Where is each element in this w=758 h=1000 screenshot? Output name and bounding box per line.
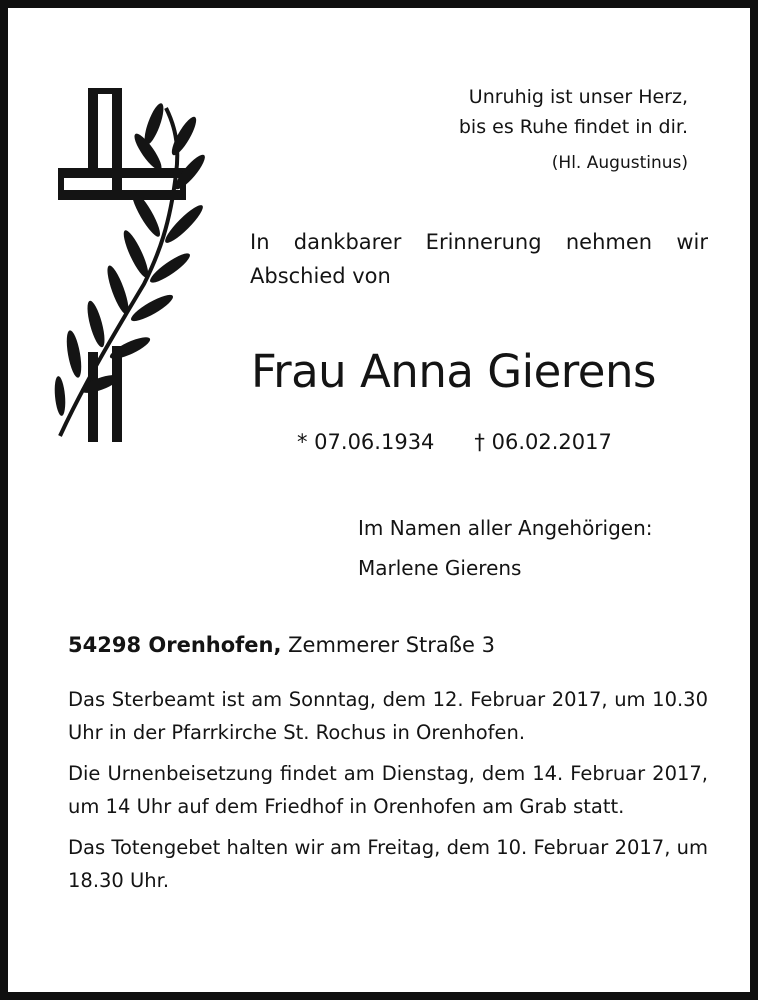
requiem-paragraph: Das Sterbeamt ist am Sonntag, dem 12. Februar 2017, um 10.30 Uhr in der Pfarrkirche St. Rochus in Orenhofen. <box>68 688 708 744</box>
quote-line-1: Unruhig ist unser Herz, <box>468 86 688 108</box>
address-place: 54298 Orenhofen, <box>68 633 282 657</box>
signers-heading: Im Namen aller Angehörigen: <box>358 516 653 540</box>
signer-name: Marlene Gierens <box>358 556 522 580</box>
prayer-paragraph: Das Totengebet halten wir am Freitag, dem 10. Februar 2017, um 18.30 Uhr. <box>68 836 708 892</box>
quote-source: (Hl. Augustinus) <box>551 153 688 173</box>
service-details <box>68 683 708 905</box>
deceased-name: Frau Anna Gierens <box>251 345 656 398</box>
epigraph-quote <box>459 82 688 178</box>
signers-block <box>358 508 653 588</box>
burial-paragraph: Die Urnenbeisetzung findet am Dienstag, dem 14. Februar 2017, um 14 Uhr auf dem Friedhof in Orenhofen am Grab statt. <box>68 762 708 818</box>
birth-date: * 07.06.1934 <box>297 430 435 454</box>
life-dates <box>297 427 612 457</box>
intro-text: In dankbarer Erinnerung nehmen wir Abschied von <box>250 230 708 288</box>
death-date: † 06.02.2017 <box>474 430 612 454</box>
quote-line-2: bis es Ruhe findet in dir. <box>458 116 688 138</box>
address-street: Zemmerer Straße 3 <box>288 633 495 657</box>
cross-with-palm-branch-icon <box>44 84 206 448</box>
mourning-address <box>68 630 495 660</box>
